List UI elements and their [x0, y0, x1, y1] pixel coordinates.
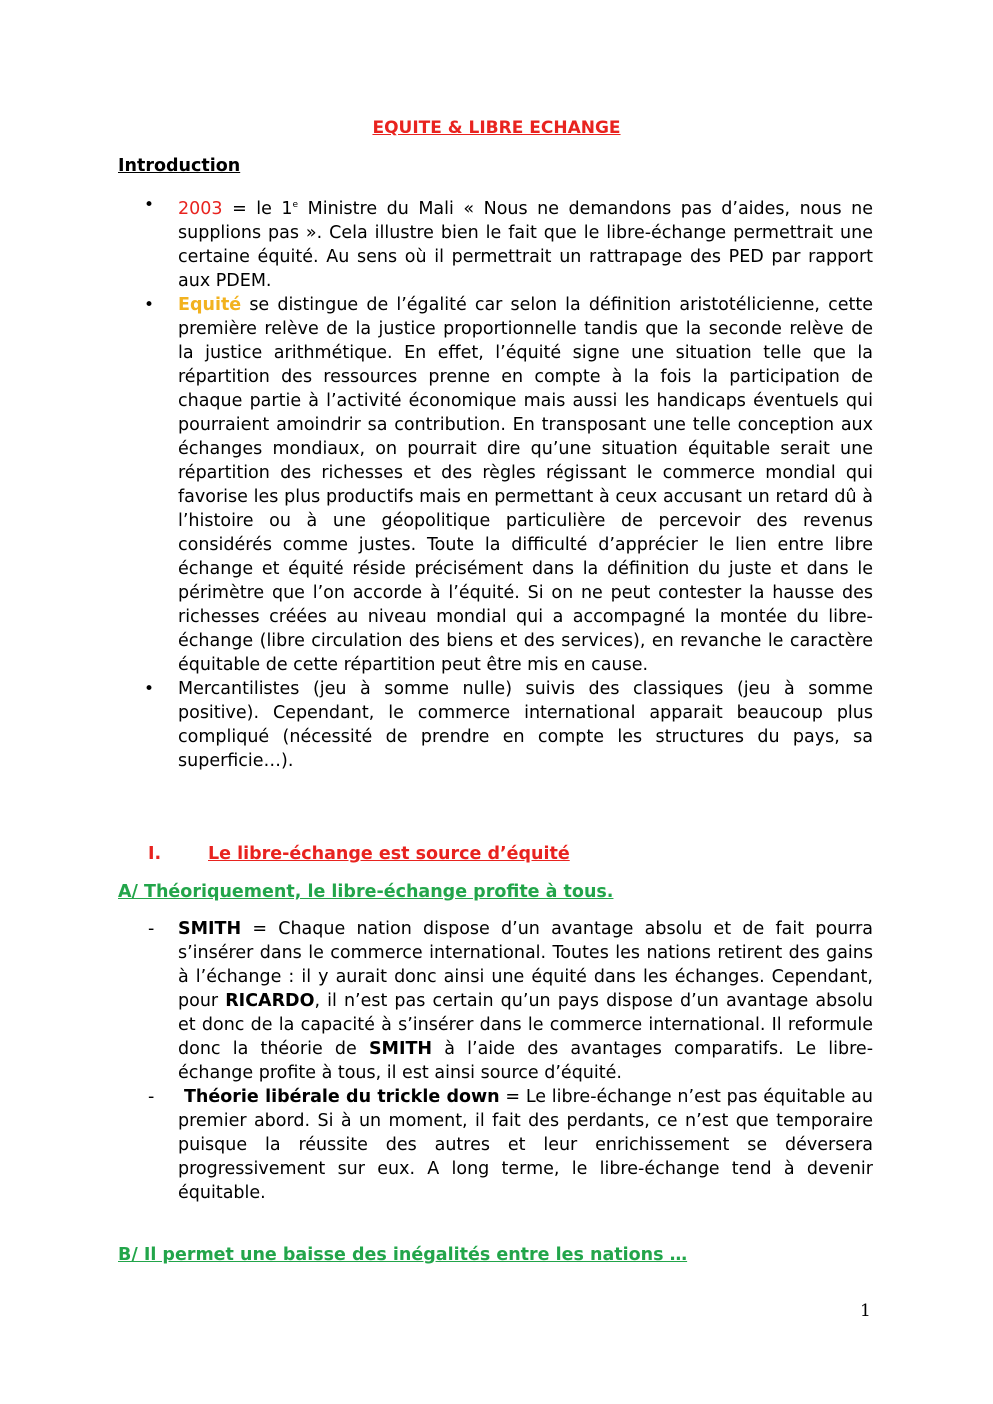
introduction-list [118, 193, 873, 773]
subsection-heading-b: B/ Il permet une baisse des inégalités entre les nations … [118, 1245, 688, 1265]
item-text: se distingue de l’égalité car selon la définition aristotélicienne, cette première relève de la justice proportionnelle tandis que la seconde relève de la justice arithmétique. En effet, l’équité signe une situation telle que la répartition des ressources prenne en compte à la fois la participation de chaque partie à l’activité économique mais aussi les handicaps éventuels qui pourraient amoindrir sa contribution. En transposant une telle conception aux échanges mondiaux, on pourrait dire qu’une situation équitable serait une répartition des richesses et des règles régissant le commerce mondial qui favorise les plus productifs mais en permettant à ceux accusant un retard dû à l’histoire ou à une géopolitique particulière de percevoir des revenus considérés comme justes. Toute la difficulté d’apprécier le lien entre libre échange et équité réside précisément dans la définition du juste et dans le périmètre que l’on accorde à l’équité. Si on ne peut contester la hausse des richesses créées au niveau mondial qui a accompagné la montée du libre-échange (libre circulation des biens et des services), en revanche le caractère équitable de cette répartition peut être mis en cause. [178, 294, 873, 675]
item-text: Ministre du Mali « Nous ne demandons pas d’aides, nous ne supplions pas ». Cela illustre bien le fait que le libre-échange permettrait une certaine équité. Au sens où il permettrait un rattrapage des PED par rapport aux PDEM. [178, 198, 873, 291]
item-lead: 2003 [178, 198, 223, 219]
bullet-icon: • [144, 294, 155, 315]
document-title: EQUITE & LIBRE ECHANGE [372, 118, 621, 138]
item-text: , il n’est pas certain qu’un pays dispose d’un avantage absolu et donc de la capacité à s’insérer dans le commerce international. Il reformule donc la théorie de [178, 991, 873, 1059]
list-item [118, 1085, 873, 1205]
emphasis: Théorie libérale du trickle down [184, 1087, 500, 1107]
emphasis: SMITH [178, 919, 242, 939]
list-item [118, 193, 873, 293]
list-item [118, 677, 873, 773]
item-text: = Le libre-échange n’est pas équitable au premier abord. Si à un moment, il fait des perdants, ce n’est que temporaire puisque la réussite des autres et leur enrichissement se déversera progressivement sur eux. A long terme, le libre-échange tend à devenir équitable. [178, 1087, 873, 1203]
dash-icon: - [148, 919, 155, 939]
item-text: à l’aide des avantages comparatifs. Le libre-échange profite à tous, il est ainsi source d’équité. [178, 1039, 874, 1083]
list-item [118, 917, 873, 1085]
section-number: I. [148, 844, 162, 864]
introduction-heading: Introduction [118, 156, 241, 176]
item-text: = le 1 [222, 198, 293, 219]
subsection-a-list [118, 917, 873, 1205]
section-heading [148, 844, 570, 864]
list-item [118, 293, 873, 677]
dash-icon: - [148, 1087, 155, 1107]
bullet-icon: • [144, 678, 155, 699]
superscript: e [292, 200, 299, 210]
item-lead: Equité [178, 294, 242, 315]
emphasis: RICARDO [225, 991, 315, 1011]
bullet-icon: • [144, 195, 155, 215]
subsection-heading-a: A/ Théoriquement, le libre-échange profite à tous. [118, 882, 614, 902]
page-number: 1 [860, 1301, 871, 1321]
item-text: = Chaque nation dispose d’un avantage absolu et de fait pourra s’insérer dans le commerce international. Toutes les nations retirent des gains à l’échange : il y aurait donc ainsi une équité dans les échanges. Cependant, pour [178, 919, 873, 1011]
emphasis: SMITH [368, 1039, 433, 1059]
item-text: Mercantilistes (jeu à somme nulle) suivis des classiques (jeu à somme positive). Cependant, le commerce international apparait beaucoup plus compliqué (nécessité de prendre en compte les structures du pays, sa superficie…). [178, 678, 873, 771]
section-title: Le libre-échange est source d’équité [208, 844, 570, 864]
